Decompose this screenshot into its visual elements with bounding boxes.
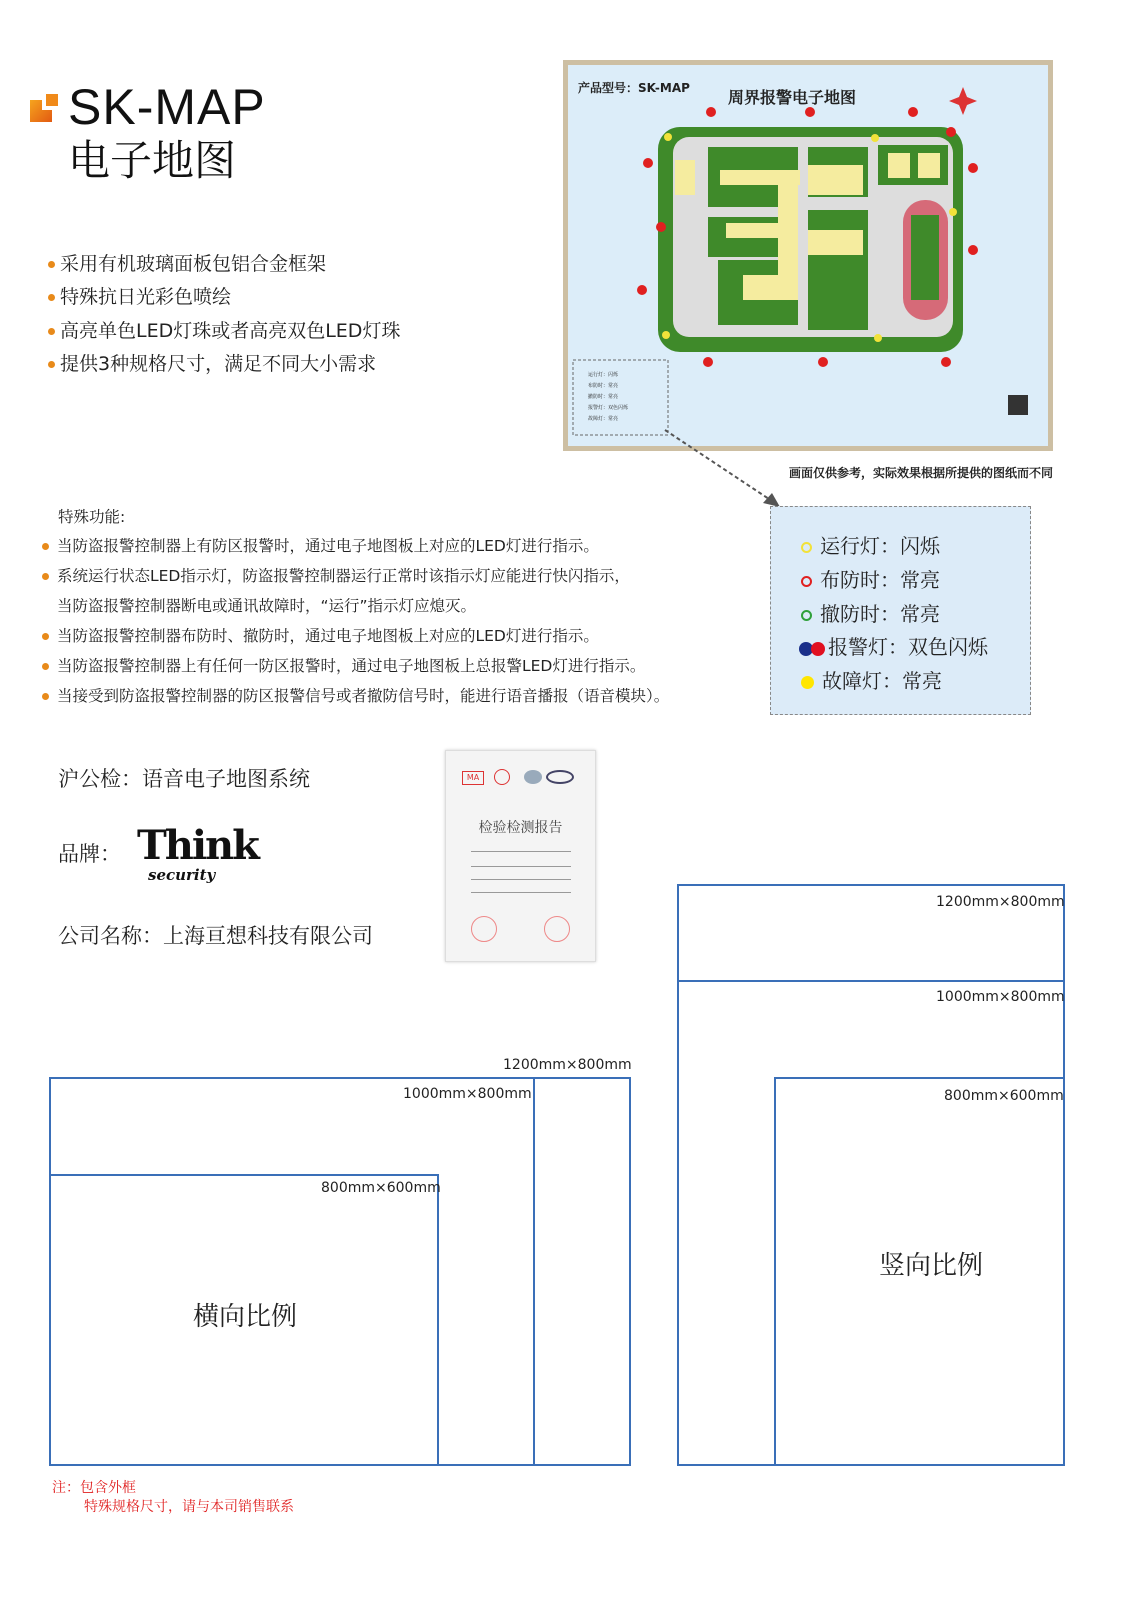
function-text: 当防盗报警控制器断电或通讯故障时，“运行”指示灯应熄灭。 — [57, 597, 477, 615]
map-drawing — [568, 65, 1048, 446]
seal-icon — [544, 916, 570, 942]
vertical-ratio-label: 竖向比例 — [879, 1251, 984, 1281]
certificate-image — [445, 750, 596, 962]
mini-legend-item: 运行灯：闪烁 — [588, 372, 619, 378]
legend-item — [801, 564, 940, 593]
size-label: 1000mm×800mm — [403, 1086, 532, 1102]
ilac-logo-icon — [524, 770, 542, 784]
size-label: 1200mm×800mm — [936, 894, 1065, 910]
map-mini-legend — [588, 370, 628, 425]
fault-light-icon — [801, 676, 814, 689]
cal-logo-icon — [494, 769, 510, 785]
size-label: 1200mm×800mm — [503, 1057, 632, 1073]
note-line-1: 注：包含外框 — [52, 1480, 136, 1496]
page-subtitle: 电子地图 — [68, 136, 237, 185]
feature-text: 提供3种规格尺寸，满足不同大小需求 — [60, 353, 377, 375]
legend-item — [801, 530, 940, 559]
size-label: 1000mm×800mm — [936, 989, 1065, 1005]
led-legend — [770, 506, 1031, 715]
bullet-icon — [48, 294, 55, 301]
title-logo-icon — [30, 94, 58, 122]
disarm-light-icon — [801, 610, 812, 621]
legend-text: 报警灯：双色闪烁 — [828, 635, 988, 659]
certificate-title: 检验检测报告 — [478, 820, 563, 836]
function-text: 当防盗报警控制器布防时、撤防时，通过电子地图板上对应的LED灯进行指示。 — [57, 627, 599, 645]
function-item — [42, 534, 599, 556]
compass-icon — [949, 87, 977, 115]
seal-icon — [471, 916, 497, 942]
run-light-icon — [801, 542, 812, 553]
legend-item — [801, 598, 940, 627]
function-item — [42, 624, 599, 646]
function-text: 当防盗报警控制器上有任何一防区报警时，通过电子地图板上总报警LED灯进行指示。 — [57, 657, 646, 675]
feature-item — [48, 349, 376, 376]
special-functions-heading: 特殊功能: — [58, 508, 126, 526]
feature-text: 特殊抗日光彩色喷绘 — [60, 286, 232, 308]
bullet-icon — [42, 693, 49, 700]
map-title: 周界报警电子地图 — [728, 88, 857, 107]
cma-logo-icon: MA — [462, 771, 484, 785]
size-label: 800mm×600mm — [321, 1180, 441, 1196]
function-text: 当接受到防盗报警控制器的防区报警信号或者撤防信号时，能进行语音播报（语音模块）。 — [57, 687, 670, 705]
horizontal-ratio-label: 横向比例 — [193, 1302, 298, 1332]
legend-text: 运行灯：闪烁 — [820, 534, 940, 558]
mini-legend-item: 故障灯：常亮 — [588, 416, 619, 422]
feature-text: 高亮单色LED灯珠或者高亮双色LED灯珠 — [60, 320, 401, 342]
bullet-icon — [42, 543, 49, 550]
bullet-icon — [42, 663, 49, 670]
bullet-icon — [42, 633, 49, 640]
size-label: 800mm×600mm — [944, 1088, 1064, 1104]
legend-item — [799, 631, 988, 660]
note-line-2: 特殊规格尺寸，请与本司销售联系 — [84, 1499, 294, 1515]
feature-item — [48, 249, 326, 276]
feature-item — [48, 282, 231, 309]
certification-text: 沪公检：语音电子地图系统 — [58, 767, 310, 791]
feature-text: 采用有机玻璃面板包铝合金框架 — [60, 253, 327, 275]
function-item — [42, 684, 669, 706]
dashed-arrow-icon — [660, 425, 790, 515]
function-text: 系统运行状态LED指示灯，防盗报警控制器运行正常时该指示灯应能进行快闪指示， — [57, 567, 630, 585]
page-title: SK-MAP — [68, 79, 266, 135]
brand-logo: Think — [137, 822, 258, 869]
function-item — [57, 594, 476, 616]
bullet-icon — [48, 361, 55, 368]
legend-item — [801, 665, 942, 694]
map-model-label: 产品型号：SK-MAP — [578, 81, 690, 95]
map-preview-image — [563, 60, 1053, 451]
function-text: 当防盗报警控制器上有防区报警时，通过电子地图板上对应的LED灯进行指示。 — [57, 537, 599, 555]
mini-legend-item: 布防时：常亮 — [588, 383, 619, 389]
bullet-icon — [48, 328, 55, 335]
legend-text: 故障灯：常亮 — [822, 669, 942, 693]
arm-light-icon — [801, 576, 812, 587]
mini-legend-item: 撤防时：常亮 — [588, 394, 619, 400]
brand-logo-sub: security — [148, 866, 216, 884]
function-item — [42, 564, 630, 586]
function-item — [42, 654, 645, 676]
map-caption: 画面仅供参考，实际效果根据所提供的图纸而不同 — [788, 466, 1053, 480]
brand-label: 品牌： — [58, 842, 121, 866]
cnas-logo-icon — [546, 770, 574, 784]
alarm-light-red-icon — [811, 642, 825, 656]
legend-text: 撤防时：常亮 — [820, 602, 940, 626]
feature-item — [48, 316, 400, 343]
mini-legend-item: 报警灯：双色闪烁 — [588, 405, 629, 411]
legend-text: 布防时：常亮 — [820, 568, 940, 592]
bullet-icon — [48, 261, 55, 268]
company-name: 公司名称：上海亘想科技有限公司 — [58, 924, 373, 948]
bullet-icon — [42, 573, 49, 580]
